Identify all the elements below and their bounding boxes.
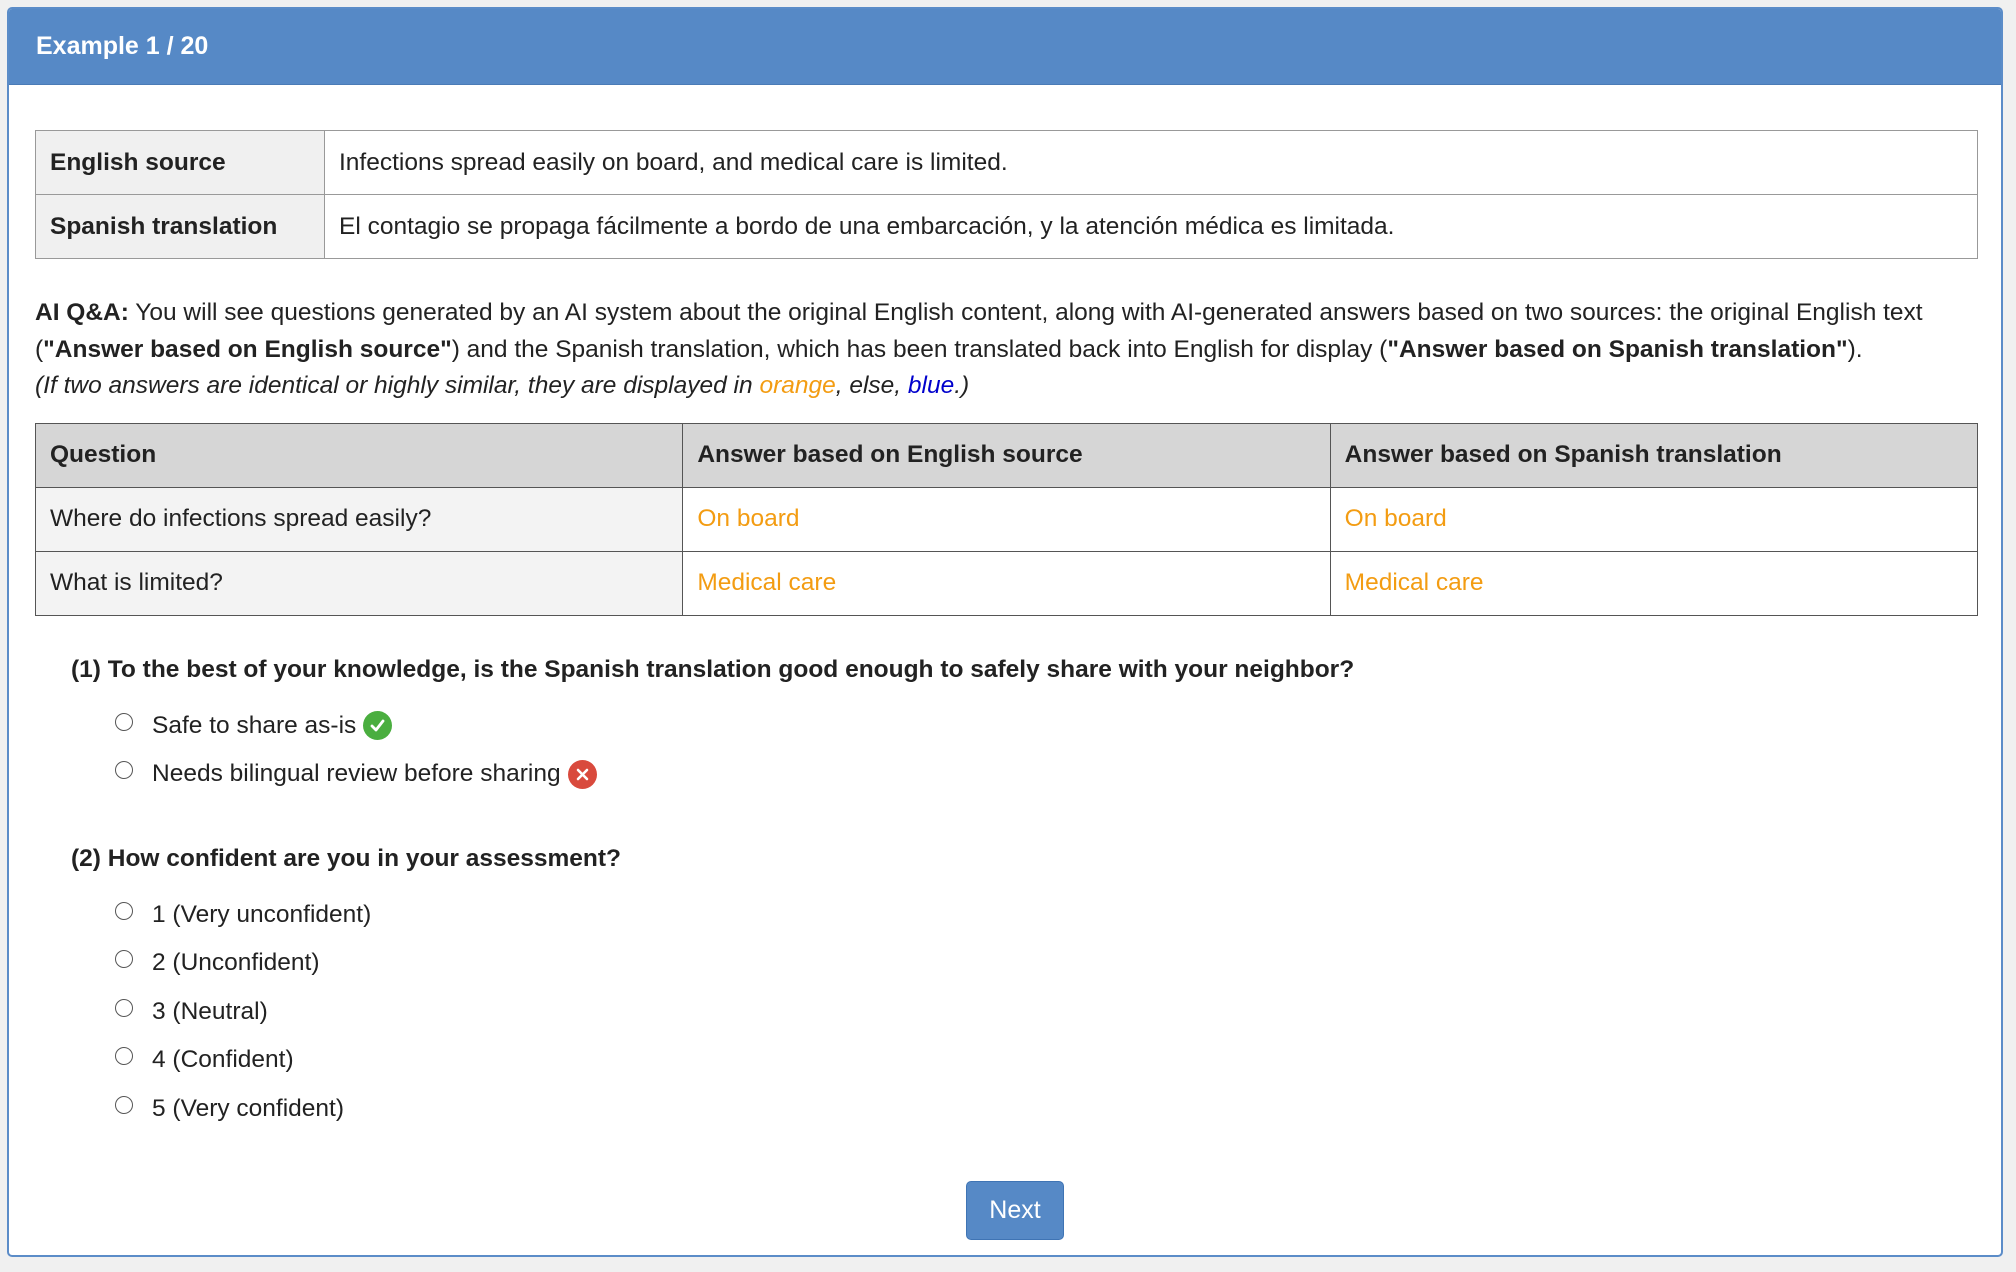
option-confidence-5[interactable] (115, 1085, 1975, 1134)
table-row (36, 195, 1978, 259)
ai-qa-intro (35, 295, 1975, 405)
header-question: Question (36, 423, 683, 487)
english-source-label: English source (36, 131, 325, 195)
qa-table (35, 423, 1978, 616)
option-label: 5 (Very confident) (152, 1094, 345, 1122)
option-confidence-2[interactable] (115, 939, 1975, 988)
option-safe-to-share[interactable] (115, 702, 1975, 751)
question-2-options (115, 891, 1975, 1134)
question-cell: Where do infections spread easily? (36, 487, 683, 551)
option-label: Safe to share as-is (152, 711, 357, 739)
panel-header (9, 9, 2001, 85)
note-text: (If two answers are identical or highly similar, they are displayed in (35, 372, 760, 399)
intro-bold: "Answer based on Spanish translation" (1387, 335, 1848, 363)
option-label: 4 (Confident) (152, 1046, 294, 1074)
intro-lead: AI Q&A: (35, 299, 129, 326)
radio-button[interactable] (115, 950, 133, 968)
spanish-answer-cell: Medical care (1330, 551, 1977, 615)
radio-button[interactable] (115, 999, 133, 1017)
option-label: Needs bilingual review before sharing (152, 760, 561, 788)
note-text: .) (954, 372, 970, 399)
header-english-answer: Answer based on English source (683, 423, 1330, 487)
radio-button[interactable] (115, 1096, 133, 1114)
spanish-translation-text: El contagio se propaga fácilmente a bordo de una embarcación, y la atención médica es limitada. (325, 195, 1978, 259)
option-label: 1 (Very unconfident) (152, 900, 372, 928)
option-confidence-1[interactable] (115, 891, 1975, 940)
radio-button[interactable] (115, 1047, 133, 1065)
english-answer-cell: On board (683, 487, 1330, 551)
source-table (35, 130, 1978, 259)
question-1-options (115, 702, 1975, 799)
note-orange: orange (759, 372, 836, 399)
radio-button[interactable] (115, 713, 133, 731)
option-needs-review[interactable] (115, 750, 1975, 799)
english-source-text: Infections spread easily on board, and medical care is limited. (325, 131, 1978, 195)
table-row (36, 131, 1978, 195)
table-row (36, 487, 1978, 551)
spanish-translation-label: Spanish translation (36, 195, 325, 259)
intro-text: You will see questions generated by an AI system about the original English content, along with AI-generated answers based on two sources: the original English text ( (35, 299, 1923, 363)
note-text: , else, (835, 372, 908, 399)
color-legend-note (35, 372, 969, 399)
note-blue: blue (907, 372, 955, 399)
table-header-row (36, 423, 1978, 487)
check-circle-icon (363, 711, 392, 740)
example-panel (7, 7, 2003, 1257)
question-cell: What is limited? (36, 551, 683, 615)
intro-bold: "Answer based on English source" (43, 335, 452, 363)
radio-button[interactable] (115, 761, 133, 779)
header-spanish-answer: Answer based on Spanish translation (1330, 423, 1977, 487)
option-confidence-4[interactable] (115, 1036, 1975, 1085)
table-row (36, 551, 1978, 615)
panel-body (9, 85, 2001, 1133)
intro-text: ) and the Spanish translation, which has been translated back into English for display ( (451, 335, 1388, 363)
example-counter: Example 1 / 20 (36, 32, 209, 60)
option-label: 3 (Neutral) (152, 997, 268, 1025)
option-confidence-3[interactable] (115, 988, 1975, 1037)
next-button[interactable]: Next (966, 1181, 1064, 1240)
question-1: (1) To the best of your knowledge, is the Spanish translation good enough to safely share with your neighbor? (71, 655, 1355, 683)
question-2: (2) How confident are you in your assessment? (71, 844, 622, 872)
option-label: 2 (Unconfident) (152, 949, 320, 977)
x-circle-icon (568, 760, 597, 789)
intro-text: ). (1847, 335, 1863, 363)
english-answer-cell: Medical care (683, 551, 1330, 615)
radio-button[interactable] (115, 902, 133, 920)
spanish-answer-cell: On board (1330, 487, 1977, 551)
